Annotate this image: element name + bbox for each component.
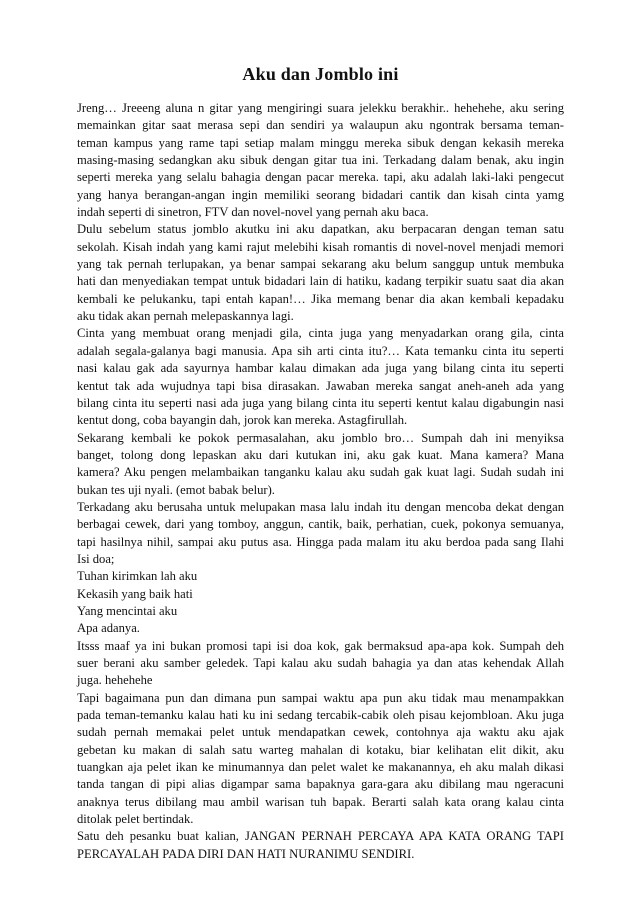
text-line: Sekarang kembali ke pokok permasalahan, aku jomblo bro… Sumpah dah ini menyiksa [77, 430, 564, 445]
text-line: masing-masing sedangkan aku sibuk dengan gitar tua ini. Terkadang dalam benak, aku ingin [77, 153, 564, 168]
text-line: banget, tolong dong lepaskan aku dari kutukan ini, aku gak kuat. Mana kamera? Mana [77, 447, 564, 462]
text-line: Tuhan kirimkan lah aku [77, 569, 198, 584]
text-line: pada teman-temanku kalau hati ku ini sedang tercabik-cabik oleh pisau kejombloan. Aku juga [77, 708, 564, 723]
text-line: bukan tes uji nyali. (emot babak belur). [77, 482, 275, 497]
text-line: kembali ke pelukanku, tapi entah kapan!… Jika memang benar dia akan kembali kepadaku [77, 291, 564, 306]
text-line: sekolah. Kisah indah yang kami rajut melebihi kisah romantis di novel-novel menjadi memori [77, 239, 564, 254]
text-line: Yang mencintai aku [77, 603, 178, 618]
text-line: berbagai cewek, dari yang tomboy, anggun, cantik, baik, perhatian, cuek, pokonya semuanya, [77, 517, 564, 532]
text-line: tanda tangan di pipi alias digampar sama bapaknya gara-gara aku dibilang mau ngeracuni [77, 777, 564, 792]
text-line: Dulu sebelum status jomblo akutku ini aku dapatkan, aku berpacaran dengan teman satu [77, 222, 564, 237]
text-line: hati dan menyediakan tempat untuk bidadari lain di hatiku, kadang terpikir suatu saat dia akan [77, 274, 564, 289]
text-line: nasi kalau gak ada sayurnya hambar kalau dimakan ada juga yang bilang cinta itu seperti [77, 361, 564, 376]
text-line: Cinta yang membuat orang menjadi gila, cinta juga yang menyadarkan orang gila, cinta [77, 326, 564, 341]
text-line: Jreng… Jreeeng aluna n gitar yang mengiringi suara jelekku berakhir.. hehehehe, aku sering [77, 101, 564, 115]
text-line: tuangkan aja pelet ikan ke minumannya dan pelet walet ke makanannya, eh aku malah dikasi [77, 760, 564, 775]
text-line: Kekasih yang baik hati [77, 586, 193, 601]
document-title: Aku dan Jomblo ini [242, 64, 399, 84]
text-line: ditolak pelet bertindak. [77, 812, 194, 827]
text-line: indah seperti di sinetron, FTV dan novel-novel yang pernah aku baca. [77, 205, 429, 220]
text-line: kentut tak ada wujudnya tapi bisa dirasakan. Jawaban mereka sangat aneh-aneh ada yang [77, 378, 564, 393]
text-line: Apa adanya. [77, 621, 140, 636]
text-line: teman kampus yang rame tapi setiap malam minggu mereka sibuk dengan kekasih mereka [77, 135, 564, 150]
text-line: Terkadang aku berusaha untuk melupakan masa lalu indah itu dengan mencoba dekat dengan [77, 499, 564, 514]
text-line: bilang cinta itu seperti nasi ada juga yang bilang cinta itu seperti kentut kalau digabungin nasi [77, 395, 564, 410]
text-line: sudah pernah memakai pelet untuk mendapatkan cewek, contohnya aja waktu aku ajak [77, 725, 564, 740]
text-line: tapi hasilnya nihil, sampai aku putus asa. Hingga pada malam itu aku berdoa pada sang Ilahi [77, 534, 564, 549]
text-line: kentut dong, coba bayangin dah, jorok kan mereka. Astagfirullah. [77, 413, 408, 428]
text-line: yang hanya berangan-angan ingin memiliki seorang bidadari cantik dan kisah cinta yamg [77, 187, 564, 202]
text-line: Isi doa; [77, 551, 115, 566]
text-line: juga. hehehehe [77, 673, 153, 688]
text-line: anaknya terus dibilang mau ambil warisan tuh bapak. Berarti salah kata orang kalau cinta [77, 794, 564, 809]
text-line: suer berani aku samber geledek. Tapi kalau aku sudah bahagia ya dan atas kehendak Allah [77, 656, 564, 670]
text-line: kamera? Aku pengen melambaikan tanganku kalau aku sudah gak kuat lagi. Sudah sudah ini [77, 465, 564, 480]
text-line: memainkan gitar saat merasa sepi dan sendiri ya walaupun aku ngontrak bersama teman- [77, 118, 564, 133]
text-line: Itsss maaf ya ini bukan promosi tapi isi doa kok, gak bermaksud apa-apa kok. Sumpah deh [77, 638, 564, 653]
text-line: seperti mereka yang selalu bahagia dengan pacar mereka. tapi, aku adalah laki-laki pengecut [77, 170, 564, 185]
text-line: Tapi bagaimana pun dan dimana pun sampai waktu apa pun aku tidak mau menampakkan [77, 690, 564, 705]
text-line: aku tidak akan pernah melepaskannya lagi. [77, 309, 294, 324]
text-line: gebetan ku makan di salah satu warteg mahalan di kotaku, biar kelihatan elit dikit, aku [77, 742, 564, 757]
text-line: PERCAYALAH PADA DIRI DAN HATI NURANIMU SENDIRI. [77, 846, 415, 861]
text-line: adalah segala-galanya bagi manusia. Apa sih arti cinta itu?… Kata temanku cinta itu seperti [77, 343, 564, 358]
text-line: Satu deh pesanku buat kalian, JANGAN PERNAH PERCAYA APA KATA ORANG TAPI [77, 829, 564, 844]
text-line: yang tak pernah terlupakan, ya benar sampai sekarang aku belum sanggup untuk membuka [77, 257, 564, 272]
document-body [77, 100, 564, 863]
